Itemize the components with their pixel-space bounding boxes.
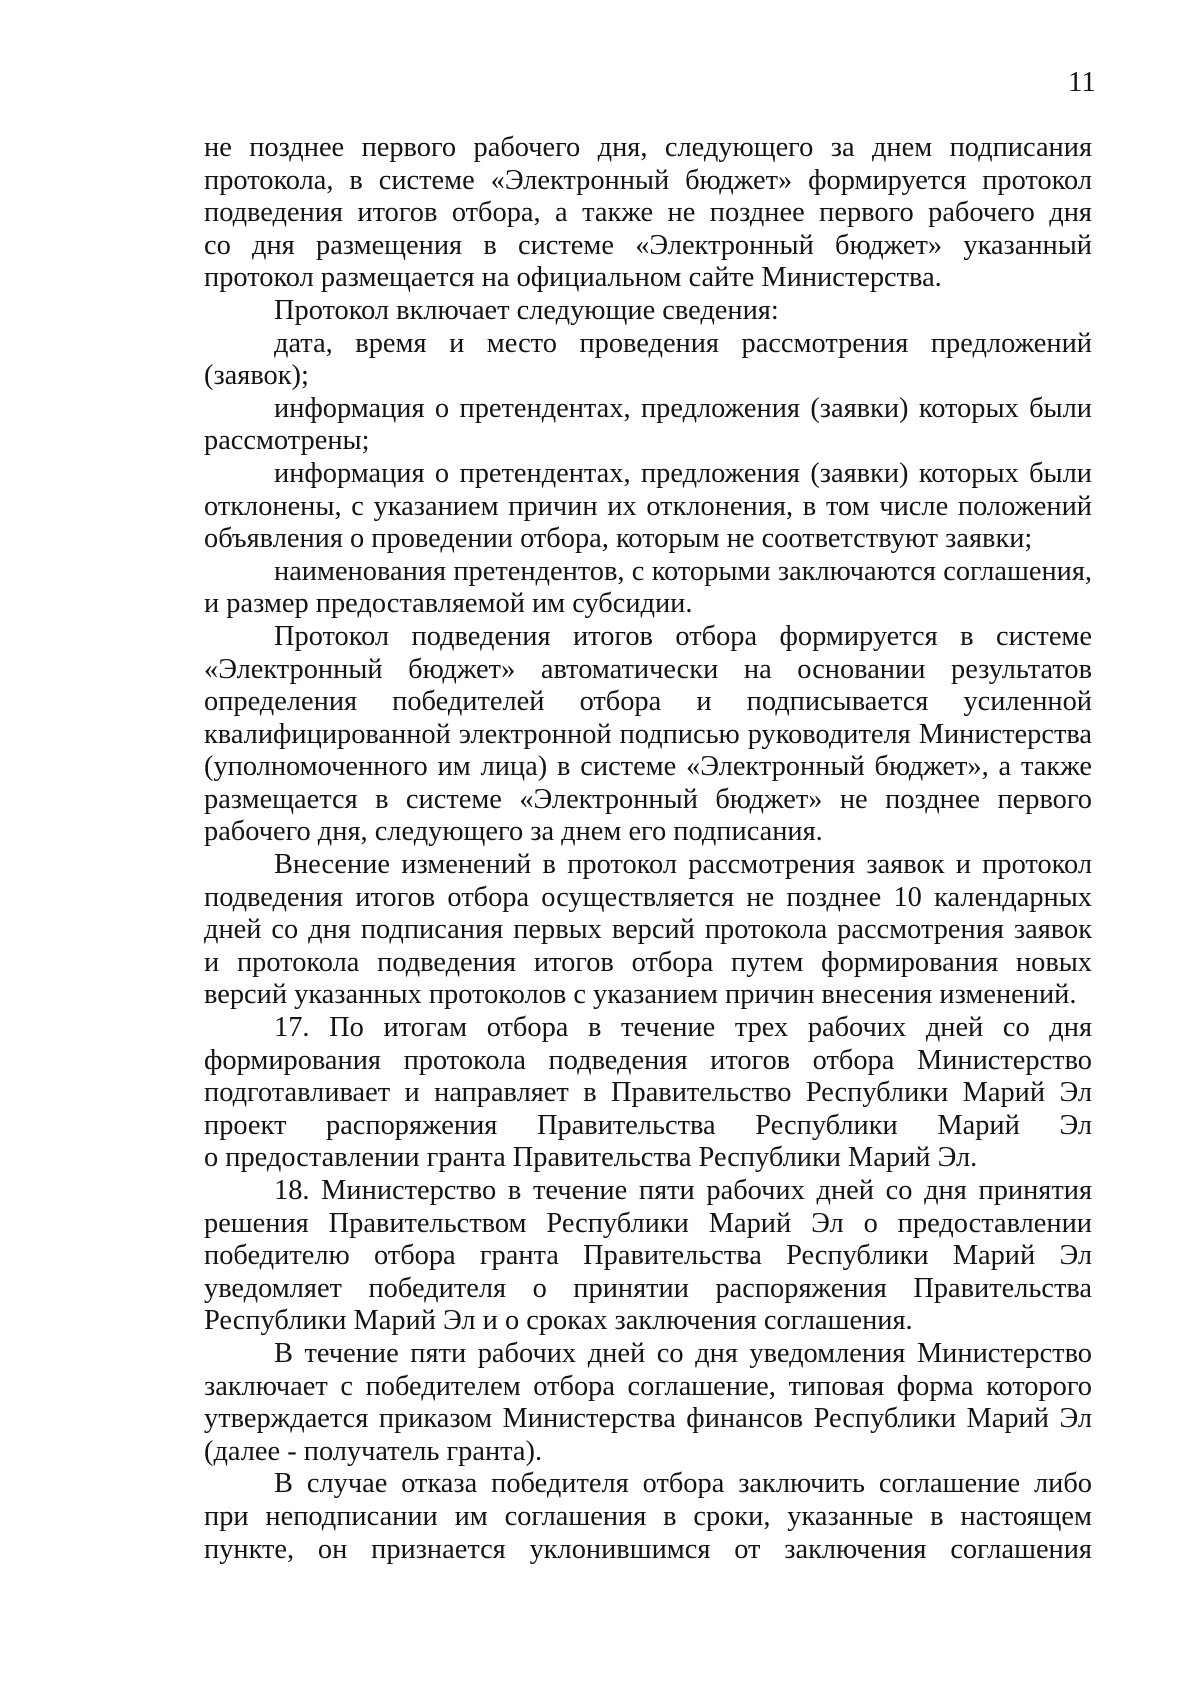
text-line: протокола, в системе «Электронный бюджет» формируется протокол bbox=[204, 164, 1092, 196]
text-line: Внесение изменений в протокол рассмотрения заявок и протокол bbox=[274, 849, 1092, 881]
text-line: размещается в системе «Электронный бюджет» не позднее первого bbox=[204, 783, 1092, 815]
text-line: рабочего дня, следующего за днем его подписания. bbox=[204, 816, 823, 848]
text-line: и размер предоставляемой им субсидии. bbox=[204, 588, 693, 620]
text-line: Протокол включает следующие сведения: bbox=[274, 294, 779, 326]
text-line: (заявок); bbox=[204, 360, 309, 392]
text-line: квалифицированной электронной подписью руководителя Министерства bbox=[204, 718, 1092, 750]
text-line: информация о претендентах, предложения (заявки) которых были bbox=[274, 392, 1092, 424]
text-line: со дня размещения в системе «Электронный бюджет» указанный bbox=[204, 229, 1092, 261]
text-line: определения победителей отбора и подписывается усиленной bbox=[204, 686, 1092, 718]
text-line: дата, время и место проведения рассмотрения предложений bbox=[274, 327, 1092, 359]
text-line: протокол размещается на официальном сайте Министерства. bbox=[204, 262, 942, 294]
text-line: объявления о проведении отбора, которым не соответствуют заявки; bbox=[204, 523, 1033, 555]
text-line: подведения итогов отбора, а также не позднее первого рабочего дня bbox=[204, 197, 1092, 229]
text-line: подведения итогов отбора осуществляется не позднее 10 календарных bbox=[204, 881, 1092, 913]
text-line: формирования протокола подведения итогов отбора Министерство bbox=[204, 1044, 1092, 1076]
document-body-text bbox=[204, 132, 1092, 1566]
text-line: Протокол подведения итогов отбора формируется в системе bbox=[274, 620, 1092, 652]
text-line: В случае отказа победителя отбора заключить соглашение либо bbox=[274, 1468, 1092, 1500]
text-line: дней со дня подписания первых версий протокола рассмотрения заявок bbox=[204, 914, 1092, 946]
text-line: 17. По итогам отбора в течение трех рабочих дней со дня bbox=[274, 1012, 1092, 1044]
page-number: 11 bbox=[1068, 66, 1096, 98]
text-line: проект распоряжения Правительства Республики Марий Эл bbox=[204, 1109, 1092, 1141]
text-line: о предоставлении гранта Правительства Республики Марий Эл. bbox=[204, 1142, 978, 1174]
text-line: решения Правительством Республики Марий Эл о предоставлении bbox=[204, 1207, 1092, 1239]
text-line: рассмотрены; bbox=[204, 425, 370, 457]
text-line: отклонены, с указанием причин их отклонения, в том числе положений bbox=[204, 490, 1092, 522]
text-line: победителю отбора гранта Правительства Республики Марий Эл bbox=[204, 1240, 1092, 1272]
text-line: «Электронный бюджет» автоматически на основании результатов bbox=[204, 653, 1092, 685]
text-line: при неподписании им соглашения в сроки, указанные в настоящем bbox=[204, 1500, 1092, 1532]
text-line: В течение пяти рабочих дней со дня уведомления Министерство bbox=[274, 1337, 1092, 1369]
text-line: информация о претендентах, предложения (заявки) которых были bbox=[274, 457, 1092, 489]
text-line: и протокола подведения итогов отбора путем формирования новых bbox=[204, 946, 1092, 978]
text-line: 18. Министерство в течение пяти рабочих дней со дня принятия bbox=[274, 1175, 1092, 1206]
text-line: пункте, он признается уклонившимся от заключения соглашения bbox=[204, 1533, 1092, 1565]
text-line: наименования претендентов, с которыми заключаются соглашения, bbox=[274, 555, 1092, 587]
text-line: утверждается приказом Министерства финансов Республики Марий Эл bbox=[204, 1403, 1092, 1435]
text-line: (далее - получатель гранта). bbox=[204, 1435, 543, 1467]
text-line: заключает с победителем отбора соглашение, типовая форма которого bbox=[204, 1370, 1092, 1402]
text-line: не позднее первого рабочего дня, следующего за днем подписания bbox=[204, 132, 1092, 163]
text-line: (уполномоченного им лица) в системе «Электронный бюджет», а также bbox=[204, 751, 1092, 783]
text-line: уведомляет победителя о принятии распоряжения Правительства bbox=[204, 1272, 1092, 1304]
text-line: Республики Марий Эл и о сроках заключения соглашения. bbox=[204, 1305, 913, 1337]
text-line: подготавливает и направляет в Правительство Республики Марий Эл bbox=[204, 1077, 1092, 1109]
text-line: версий указанных протоколов с указанием причин внесения изменений. bbox=[204, 979, 1077, 1011]
